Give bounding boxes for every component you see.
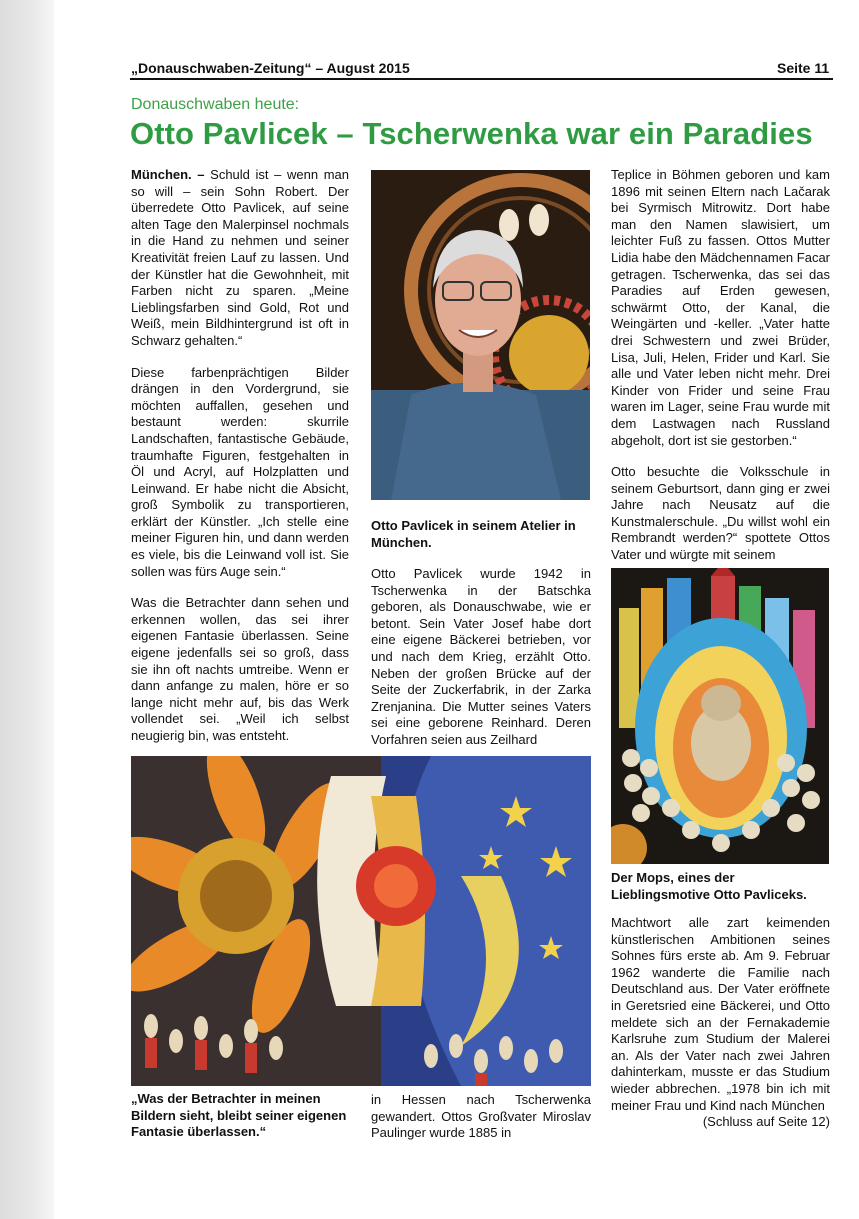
paragraph: Diese farbenprächtigen Bilder drängen in den Vordergrund, sie möchten auffallen, gesehen und bestaunt werden: skurrile Landschaften, fantastische Gebäude, traumhafte Figuren, festgehalten in Öl und Acryl, auf Holzplatten und Leinwand. Er habe nicht die Absicht, groß Symbolik zu transportieren, erklärt der Künstler. „Ich stelle eine meiner Figuren hin, und dann werden es viele, bis die Leinwand voll ist. Sie sollen was fürs Auge sein.“ — [131, 364, 349, 579]
paragraph: Was die Betrachter dann sehen und erkennen wollen, das sei ihrer eigenen Fantasie überlassen. Seine eigene jedenfalls sei so groß, dass sie ihn oft nachts umtreibe. Wenn er dann anfange zu malen, höre er so lange nicht mehr auf, bis das Werk vollendet sei. „Weil ich selbst neugierig bin, was entsteht. — [131, 595, 349, 743]
paragraph: in Hessen nach Tscherwenka gewandert. Ottos Großvater Miroslav Paulinger wurde 1885 in — [371, 1092, 591, 1141]
article-column-2 — [371, 566, 591, 764]
mops-caption: Der Mops, eines der Lieblingsmotive Otto Pavliceks. — [611, 870, 807, 902]
article-kicker: Donauschwaben heute: — [131, 96, 300, 113]
artist-portrait-photo — [371, 170, 590, 500]
dateline: München. – — [131, 167, 205, 182]
article-title: Otto Pavlicek – Tscherwenka war ein Paradies — [130, 116, 813, 151]
paragraph-text: Schuld ist – wenn man so will – sein Sohn Robert. Der überredete Otto Pavlicek, auf seine alten Tage den Malerpinsel nochmals in die Hand zu nehmen und seiner Kreativität freien Lauf zu lassen. Und der Künstler hat die Gewohnheit, mit Farben nicht zu sparen. „Meine Lieblingsfarben sind Gold, Rot und Weiß, mein Bildhintergrund ist oft in Schwarz gehalten.“ — [131, 167, 349, 348]
article-column-1 — [131, 167, 349, 760]
mops-painting-image — [611, 568, 829, 864]
portrait-caption: Otto Pavlicek in seinem Atelier in München. — [371, 518, 576, 550]
paragraph: Teplice in Böhmen geboren und kam 1896 mit seinen Eltern nach Lačarak bei Syrmisch Mitrowitz. Dort habe man den Namen slawisiert, um leichter Fuß zu fassen. Ottos Mutter Lidia habe den Mädchennamen Facar getragen. Tscherwenka, das sei das Paradies auf Erden gewesen, schwärmt Otto, der Kanal, die Weingärten und -keller. „Vater hatte drei Schwestern und zwei Brüder, Lisa, Juli, Helen, Frider und Karl. Sie alle und Vater leben nicht mehr. Drei Kinder von Frider und seine Frau waren im Lager, seine Frau wurde mit dem Lastwagen nach Russland abgeholt, dort ist sie gestorben.“ — [611, 167, 830, 448]
article-column-3-continued — [611, 915, 830, 1131]
paragraph: Otto besuchte die Volksschule in seinem Geburtsort, dann ging er zwei Jahre nach Neusatz auf die Kunstmalerschule. „Du willst wohl ein Rembrandt werden?“ spottete Ottos Vater und würgte mit seinem — [611, 464, 830, 563]
article-column-2-continued — [371, 1092, 591, 1157]
large-painting-image — [131, 756, 591, 1086]
page-spine-shadow — [0, 0, 54, 1219]
painting-caption: „Was der Betrachter in meinen Bildern sieht, bleibt seiner eigenen Fantasie überlassen.“ — [131, 1091, 347, 1140]
paragraph: Otto Pavlicek wurde 1942 in Tscherwenka in der Batschka geboren, als Donauschwabe, wie er betont. Sein Vater Josef habe dort eine eigene Bäckerei betrieben, vor und nach dem Krieg, erzählt Otto. Neben der großen Brücke auf der Seite der Zuckerfabrik, in der Zarka Zrenjanina. Die Mutter seines Vaters sei eine geborene Reinhard. Deren Vorfahren seien aus Zeilhard — [371, 566, 591, 747]
header-rule — [130, 78, 833, 80]
continued-note: (Schluss auf Seite 12) — [702, 1114, 830, 1130]
page-number: Seite 11 — [777, 60, 830, 76]
paragraph — [131, 167, 349, 350]
paragraph: Machtwort alle zart keimenden künstlerischen Ambitionen seines Sohnes fürs erste ab. Am 9. Februar 1962 wanderte die Familie nach Deutschland aus. Der Vater eröffnete in Geretsried eine Bäckerei, und Otto meldete sich an der Fernakademie Karlsruhe zum Studium der Malerei an. Als der Vater nach zwei Jahren dahinterkam, musste er das Studium wieder abbrechen. „1978 bin ich mit meiner Frau und Kind nach München — [611, 915, 830, 1113]
newspaper-name: „Donauschwaben-Zeitung“ – August 2015 — [131, 60, 410, 76]
article-column-3 — [611, 167, 830, 579]
